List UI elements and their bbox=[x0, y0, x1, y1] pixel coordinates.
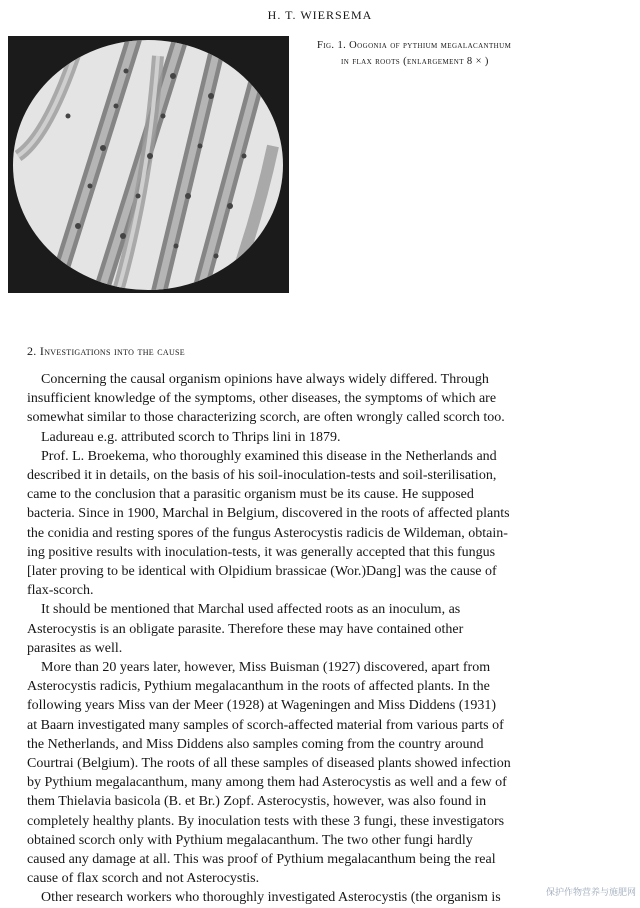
micrograph-figure bbox=[8, 36, 289, 293]
body-line: Ladureau e.g. attributed scorch to Thrips lini in 1879. bbox=[27, 429, 341, 445]
body-line: obtained scorch only with Pythium megalacanthum. The two other fungi hardly bbox=[27, 832, 473, 848]
body-line: flax-scorch. bbox=[27, 583, 94, 599]
body-line: [later proving to be identical with Olpidium brassicae (Wor.)Dang] was the cause of bbox=[27, 564, 497, 580]
caption-line-1: Fig. 1. Oogonia of pythium megalacanthum bbox=[317, 40, 512, 51]
body-line: Courtrai (Belgium). The roots of all these samples of diseased plants showed infection bbox=[27, 756, 511, 772]
body-text bbox=[27, 370, 627, 908]
body-line: Asterocystis radicis, Pythium megalacanthum in the roots of affected plants. In the bbox=[27, 679, 490, 695]
body-line: them Thielavia basicola (B. et Br.) Zopf. Asterocystis, however, was also found in bbox=[27, 794, 487, 810]
body-line: came to the conclusion that a parasitic organism must be its cause. He supposed bbox=[27, 487, 474, 503]
body-line: ing positive results with inoculation-tests, it was generally accepted that this fungus bbox=[27, 544, 496, 560]
body-line: described it in details, on the basis of his soil-inoculation-tests and soil-sterilisation, bbox=[27, 468, 497, 484]
micrograph-image bbox=[8, 36, 289, 293]
body-line: somewhat similar to those characterizing scorch, are often wrongly called scorch too. bbox=[27, 410, 505, 426]
body-line: cause of flax scorch and not Asterocystis. bbox=[27, 871, 260, 887]
body-line: completely healthy plants. By inoculation tests with these 3 fungi, these investigators bbox=[27, 813, 505, 829]
body-line: insufficient knowledge of the symptoms, other diseases, the symptoms of which are bbox=[27, 391, 497, 407]
running-head: H. T. WIERSEMA bbox=[267, 8, 373, 22]
body-line: Prof. L. Broekema, who thoroughly examined this disease in the Netherlands and bbox=[27, 448, 497, 464]
body-line: Other research workers who thoroughly investigated Asterocystis (the organism is bbox=[27, 890, 501, 906]
body-line: Asterocystis is an obligate parasite. Therefore these may have contained other bbox=[27, 621, 464, 637]
body-line: the Netherlands, and Miss Diddens also samples coming from the country around bbox=[27, 736, 484, 752]
watermark: 保护作物营养与施肥网 bbox=[545, 888, 636, 898]
body-line: Concerning the causal organism opinions have always widely differed. Through bbox=[27, 372, 489, 387]
body-line: More than 20 years later, however, Miss Buisman (1927) discovered, apart from bbox=[27, 660, 491, 676]
body-line: parasites as well. bbox=[27, 640, 123, 656]
body-line: at Baarn investigated many samples of scorch-affected material from various parts of bbox=[27, 717, 504, 733]
section-heading: 2. Investigations into the cause bbox=[27, 344, 185, 358]
body-line: It should be mentioned that Marchal used affected roots as an inoculum, as bbox=[27, 602, 461, 618]
caption-line-2: in flax roots (enlargement 8 × ) bbox=[341, 56, 489, 67]
body-line: caused any damage at all. This was proof of Pythium megalacanthum being the real bbox=[27, 852, 496, 868]
body-line: bacteria. Since in 1900, Marchal in Belgium, discovered in the roots of affected plants bbox=[27, 506, 510, 522]
body-line: by Pythium megalacanthum, many among them had Asterocystis as well and a few of bbox=[27, 775, 507, 791]
figure-caption bbox=[317, 38, 617, 70]
body-line: following years Miss van der Meer (1928) at Wageningen and Miss Diddens (1931) bbox=[27, 698, 497, 714]
body-line: the conidia and resting spores of the fungus Asterocystis radicis de Wildeman, obtain- bbox=[27, 525, 508, 541]
